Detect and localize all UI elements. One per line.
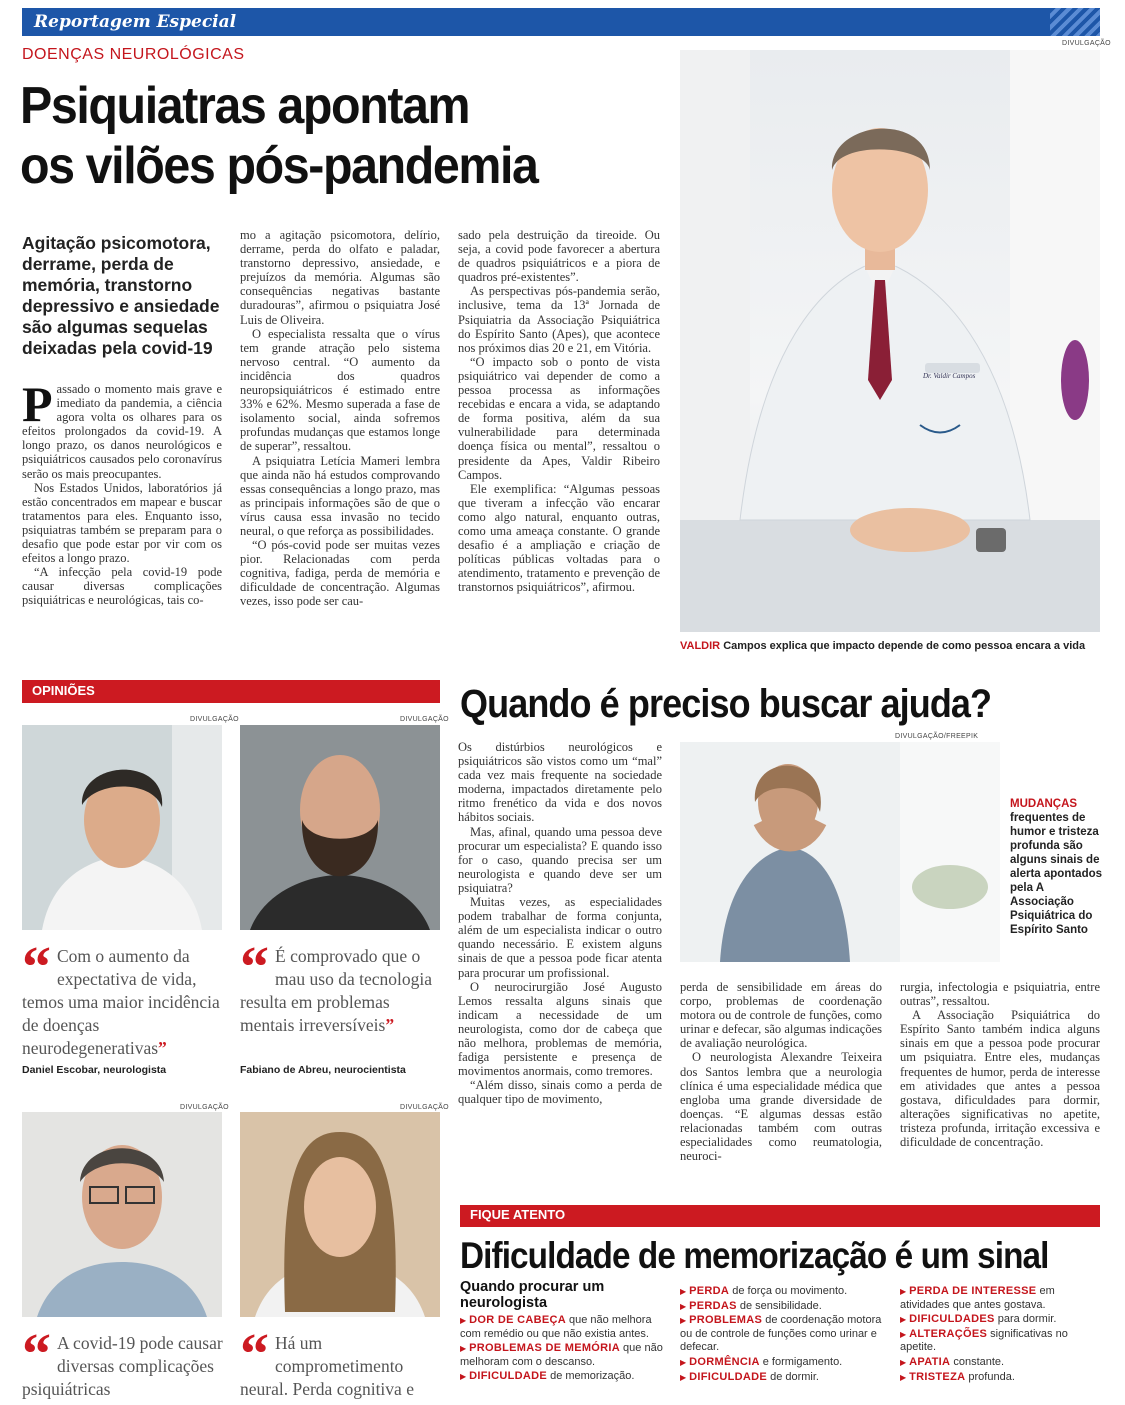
woman-photo-caption [1010, 797, 1105, 937]
list-item: ▶ DIFICULDADE de memorização. [460, 1370, 635, 1383]
opinion-quote-3 [22, 1321, 230, 1399]
article-paragraph: Ele exemplifica: “Algumas pessoas que tiveram a infecção vão encarar como algo natural, enquanto outras, como uma ameaça constante. O grande desafio é a ampliação e criação de políticas públicas voltadas para o atendimento, tratamento e prevenção de transtornos psiquiátricos”, afirmou. [458, 481, 660, 595]
attention-title: Dificuldade de memorização é um sinal [460, 1235, 1049, 1276]
list-item: ▶ PROBLEMAS de coordenação motora ou de controle de funções como urinar e defecar. [680, 1314, 882, 1354]
help-column-1 [458, 740, 662, 1106]
list-item: ▶ DIFICULDADES para dormir. [900, 1313, 1057, 1326]
portrait-illustration [22, 725, 222, 930]
article-column-1 [22, 376, 222, 608]
opinions-bar [22, 680, 440, 703]
attention-subtitle: Quando procurar um neurologista [460, 1279, 605, 1311]
opinion-photo-fabiano [240, 725, 440, 930]
list-item: ▶ TRISTEZA profunda. [900, 1370, 1015, 1383]
article-paragraph: mo a agitação psicomotora, delírio, derrame, perda do olfato e paladar, transtorno depressivo, ansiedade, e prejuízos da memória. Algumas são consequências negativas bastante duradouras”, afirmou o psiquiatra José Luis de Oliveira. [240, 228, 440, 327]
opinion-photo-daniel [22, 725, 222, 930]
article-paragraph: Muitas vezes, as especialidades podem trabalhar de forma conjunta, além de um especialista indicar o outro quando necessário. E existem alguns sinais de que a pessoa pode ficar atenta para procurar um profissional. [458, 895, 662, 980]
help-column-2 [680, 980, 882, 1163]
headline-line-1: Psiquiatras apontam [20, 77, 470, 135]
checklist-neurologist-2 [680, 1285, 885, 1385]
list-item: ▶ DIFICULDADE de dormir. [680, 1370, 819, 1383]
quote-text: A covid-19 pode causar diversas complicações psiquiátricas [22, 1333, 223, 1399]
article-paragraph: rurgia, infectologia e psiquiatria, entre outras”, ressaltou. [900, 980, 1100, 1009]
headline [20, 76, 625, 196]
help-title: Quando é preciso buscar ajuda? [460, 682, 992, 726]
quote-open-icon: “ [22, 1321, 51, 1386]
quote-close-icon: ” [385, 1015, 395, 1035]
list-item: ▶ ALTERAÇÕES significativas no apetite. [900, 1327, 1068, 1354]
section-bar [22, 8, 1100, 36]
list-item: ▶ APATIA constante. [900, 1355, 1005, 1368]
photo-credit: DIVULGAÇÃO [400, 1104, 449, 1111]
list-item: ▶ PROBLEMAS DE MEMÓRIA que não melhoram com o descanso. [460, 1342, 663, 1368]
quote-text: Com o aumento da expectativa de vida, temos uma maior incidência de doenças neurodegenerativas [22, 946, 220, 1058]
main-photo-caption [680, 639, 1105, 653]
article-column-2 [240, 228, 440, 609]
article-paragraph: “O pós-covid pode ser muitas vezes pior. Relacionadas com perda cognitiva, fadiga, perda de memória e dificuldade de concentração. Algumas vezes, isso pode ser cau- [240, 538, 440, 609]
article-paragraph: sado pela destruição da tireoide. Ou seja, a covid pode favorecer a abertura de quadros psiquiátricos e a piora de quadros pré-existentes”. [458, 228, 660, 285]
opinion-quote-2 [240, 934, 445, 1037]
list-item: ▶ DOR DE CABEÇA que não melhora com remédio ou que não existia antes. [460, 1314, 652, 1340]
opinion-quote-4 [240, 1321, 445, 1399]
photo-credit: DIVULGAÇÃO [1062, 40, 1111, 47]
quote-open-icon: “ [22, 934, 51, 999]
attention-bar-label: FIQUE ATENTO [470, 1207, 566, 1222]
article-paragraph: “Além disso, sinais como a perda de qualquer tipo de movimento, [458, 1078, 662, 1107]
photo-credit: DIVULGAÇÃO [400, 716, 449, 723]
article-paragraph: A Associação Psiquiátrica do Espírito Santo também indica alguns sinais em que a pessoa pode procurar um psiquiatra. Entre eles, mudanças frequentes de humor, perda de interesse em atividades que antes a pessoa gostava, dificuldades para dormir, alterações significativas no apetite, tristeza profunda, irritação excessiva e dificuldade de concentração. [900, 1008, 1100, 1150]
drop-cap: P [22, 376, 53, 432]
photo-credit: DIVULGAÇÃO/FREEPIK [895, 733, 979, 740]
opinion-photo-3 [22, 1112, 222, 1317]
opinions-title: OPINIÕES [32, 683, 95, 698]
lead-text: Agitação psicomotora, derrame, perda de memória, transtorno depressivo e ansiedade são algumas sequelas deixadas pela covid-19 [22, 233, 220, 358]
caption-text: frequentes de humor e tristeza profunda são alguns sinais de alerta apontados pela A Associação Psiquiátrica do Espírito Santo [1010, 812, 1103, 936]
article-paragraph: O especialista ressalta que o vírus tem grande atração pelo sistema nervoso central. “O aumento da incidência dos quadros neuropsiquiátricos é estimado entre 33% e 62%. Mesmo superada a fase de isolamento social, ainda sofremos profundas mudanças que estamos longe de superar”, ressaltou. [240, 326, 440, 454]
article-paragraph: Mas, afinal, quando uma pessoa deve procurar um especialista? E quando isso for o caso, quando precisa ser um neurologista e quando deve ser um psiquiatra? [458, 824, 662, 895]
doctor-illustration [680, 50, 1100, 632]
opinion-photo-4 [240, 1112, 440, 1317]
article-paragraph: O neurologista Alexandre Teixeira dos Santos lembra que a neurologia clínica é uma especialidade médica que engloba uma grande diversidade de doenças. “E algumas dessas estão relacionadas também com outras especialidades como reumatologia, neuroci- [680, 1050, 882, 1164]
list-item: ▶ PERDAS de sensibilidade. [680, 1299, 822, 1312]
article-paragraph: As perspectivas pós-pandemia serão, inclusive, tema da 13ª Jornada de Psiquiatria da Associação Psiquiátrica do Espírito Santo (Apes), que acontece nos próximos dias 20 e 21, em Vitória. [458, 284, 660, 355]
article-paragraph: assado o momento mais grave e imediato da pandemia, a ciência agora volta os olhares para os efeitos prolongados da covid-19. A longo prazo, os danos neurológicos e psiquiátricos causados pelo coronavírus serão os mais preocupantes. [22, 382, 222, 481]
article-paragraph: “O impacto sob o ponto de vista psiquiátrico vai depender de como a pessoa processa as informações recebidas e encara a vida, se adaptando de forma positiva, além da sua vulnerabilidade para determinada doença física ou mental”, ressaltou o presidente da Apes, Valdir Ribeiro Campos. [458, 354, 660, 482]
help-column-3 [900, 980, 1100, 1149]
headline-line-2: os vilões pós-pandemia [20, 137, 538, 195]
portrait-illustration [22, 1112, 222, 1317]
attention-bar [460, 1205, 1100, 1227]
portrait-illustration [240, 1112, 440, 1317]
photo-credit: DIVULGAÇÃO [190, 716, 239, 723]
caption-text: Campos explica que impacto depende de como pessoa encara a vida [720, 640, 1086, 652]
section-title: Reportagem Especial [34, 12, 237, 32]
quote-text: Há um comprometimento neural. Perda cognitiva e [240, 1333, 414, 1399]
opinion-author-1: Daniel Escobar, neurologista [22, 1064, 167, 1076]
quote-text: É comprovado que o mau uso da tecnologia resulta em problemas mentais irreversíveis [240, 946, 432, 1035]
doctor-photo [680, 50, 1100, 632]
article-paragraph: Os distúrbios neurológicos e psiquiátricos são vistos como um “mal” cada vez mais frequente na sociedade moderna, impactados diretamente pelo ritmo frenético da vida e dos novos hábitos sociais. [458, 740, 662, 825]
section-bar-stripes [1050, 8, 1100, 36]
opinion-author-2: Fabiano de Abreu, neurocientista [240, 1064, 406, 1076]
photo-credit: DIVULGAÇÃO [180, 1104, 229, 1111]
quote-close-icon: ” [158, 1038, 167, 1058]
quote-open-icon: “ [240, 934, 269, 999]
article-paragraph: O neurocirurgião José Augusto Lemos ressalta alguns sinais que indicam a necessidade de um neurologista, como dor de cabeça que não melhora, problemas de memória, fadiga persistente e presença de movimentos anormais, como tremores. [458, 979, 662, 1079]
quote-open-icon: “ [240, 1321, 269, 1386]
list-item: ▶ PERDA DE INTERESSE em atividades que antes gostava. [900, 1285, 1055, 1311]
article-paragraph: perda de sensibilidade em áreas do corpo, problemas de coordenação motora ou de controle de funções, como urinar e defecar, são algumas indicações de avaliação neurológica. [680, 980, 882, 1051]
list-item: ▶ DORMÊNCIA e formigamento. [680, 1355, 843, 1368]
woman-photo [680, 742, 1000, 962]
article-paragraph: Nos Estados Unidos, laboratórios já estão concentrados em mapear e buscar tratamentos para eles. Enquanto isso, psiquiatras também se preparam para o desafio que pode estar por vir com os efeitos a longo prazo. [22, 480, 222, 566]
sad-woman-illustration [680, 742, 1000, 962]
caption-highlight: VALDIR [680, 640, 721, 652]
list-item: ▶ PERDA de força ou movimento. [680, 1285, 848, 1297]
caption-highlight: MUDANÇAS [1010, 798, 1078, 810]
portrait-illustration [240, 725, 440, 930]
checklist-neurologist [460, 1314, 665, 1385]
article-column-3 [458, 228, 660, 594]
opinion-quote-1 [22, 934, 227, 1060]
article-paragraph: “A infecção pela covid-19 pode causar diversas complicações psiquiátricas e neurológicas, tais co- [22, 565, 222, 608]
article-paragraph: A psiquiatra Letícia Mameri lembra que ainda não há estudos comprovando essas consequências a longo prazo, mas as principais informações são de que o vírus causa essa invasão no tecido neural, o que reforça as possibilidades. [240, 453, 440, 538]
coat-name-label: Dr. Valdir Campos [923, 372, 976, 380]
kicker: DOENÇAS NEUROLÓGICAS [22, 46, 245, 63]
checklist-psychiatrist [900, 1285, 1105, 1385]
